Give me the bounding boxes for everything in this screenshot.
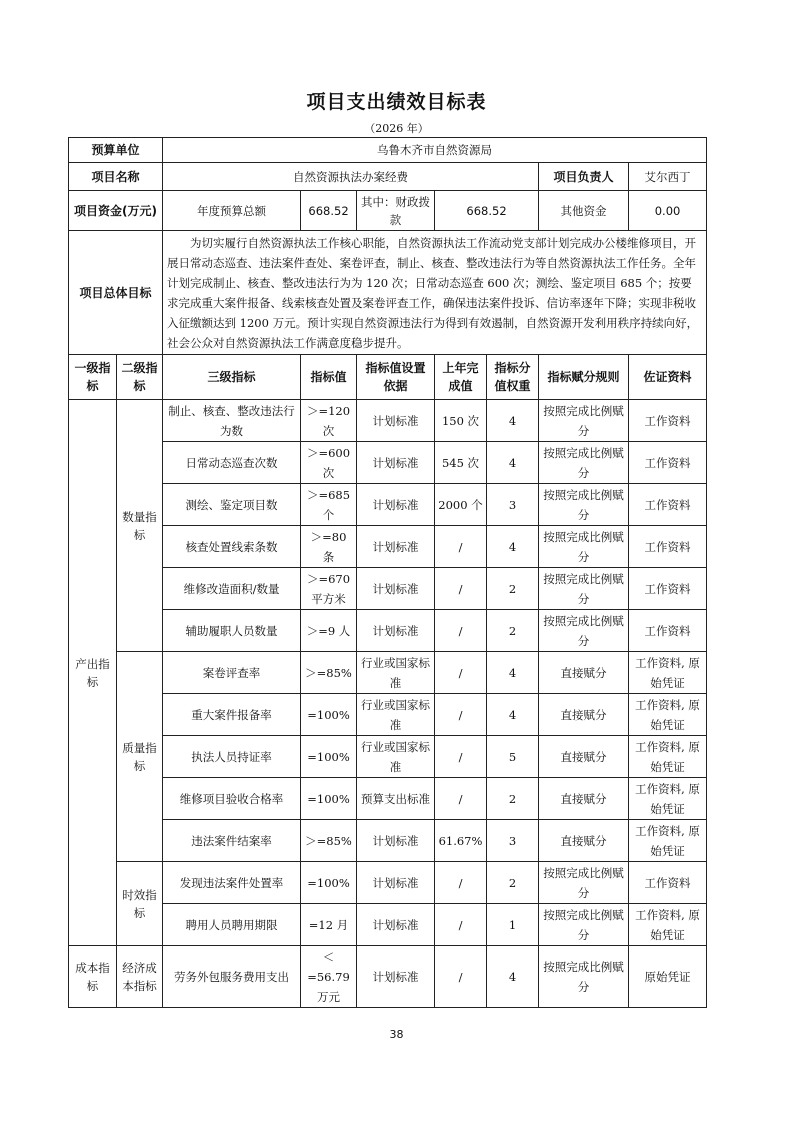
indicator-evidence: 工作资料, 原始凭证 xyxy=(629,820,707,862)
col-header-evidence: 佐证资料 xyxy=(629,355,707,400)
table-row xyxy=(69,694,707,736)
table-row xyxy=(69,736,707,778)
indicator-last-year: / xyxy=(435,652,487,694)
indicator-name: 辅助履职人员数量 xyxy=(163,610,301,652)
indicator-value: ＞=600 次 xyxy=(301,442,357,484)
indicator-weight: 4 xyxy=(487,652,539,694)
indicator-weight: 2 xyxy=(487,862,539,904)
indicator-basis: 计划标准 xyxy=(357,610,435,652)
page-number: 38 xyxy=(389,1028,404,1041)
indicator-basis: 行业或国家标准 xyxy=(357,652,435,694)
indicator-last-year: / xyxy=(435,568,487,610)
indicator-evidence: 工作资料, 原始凭证 xyxy=(629,652,707,694)
indicator-name: 重大案件报备率 xyxy=(163,694,301,736)
col-header-rule: 指标赋分规则 xyxy=(539,355,629,400)
indicator-value: ＞=80 条 xyxy=(301,526,357,568)
indicator-basis: 计划标准 xyxy=(357,442,435,484)
indicator-name: 测绘、鉴定项目数 xyxy=(163,484,301,526)
indicator-name: 日常动态巡查次数 xyxy=(163,442,301,484)
unit-value: 乌鲁木齐市自然资源局 xyxy=(163,138,707,163)
indicator-name: 执法人员持证率 xyxy=(163,736,301,778)
annual-budget-label: 年度预算总额 xyxy=(163,191,301,231)
indicator-value: =100% xyxy=(301,694,357,736)
table-row xyxy=(69,442,707,484)
indicator-weight: 4 xyxy=(487,946,539,1008)
other-funding-label: 其他资金 xyxy=(539,191,629,231)
project-name-value: 自然资源执法办案经费 xyxy=(163,163,539,191)
indicator-value: ＞=670 平方米 xyxy=(301,568,357,610)
annual-budget-value: 668.52 xyxy=(301,191,357,231)
indicator-evidence: 工作资料 xyxy=(629,568,707,610)
indicator-rule: 直接赋分 xyxy=(539,736,629,778)
indicator-rule: 按照完成比例赋分 xyxy=(539,484,629,526)
indicator-value: ＞=85% xyxy=(301,820,357,862)
indicator-name: 制止、核查、整改违法行为数 xyxy=(163,400,301,442)
indicator-rule: 按照完成比例赋分 xyxy=(539,862,629,904)
indicator-rule: 直接赋分 xyxy=(539,820,629,862)
indicator-basis: 计划标准 xyxy=(357,946,435,1008)
col-header-level3: 三级指标 xyxy=(163,355,301,400)
fiscal-funding-label: 其中：财政拨款 xyxy=(357,191,435,231)
indicator-evidence: 工作资料 xyxy=(629,442,707,484)
indicator-basis: 行业或国家标准 xyxy=(357,694,435,736)
table-row xyxy=(69,904,707,946)
col-header-level2: 二级指标 xyxy=(117,355,163,400)
indicator-value: =100% xyxy=(301,736,357,778)
indicator-basis: 计划标准 xyxy=(357,400,435,442)
indicator-weight: 2 xyxy=(487,610,539,652)
indicator-weight: 3 xyxy=(487,820,539,862)
indicator-name: 劳务外包服务费用支出 xyxy=(163,946,301,1008)
indicator-rule: 按照完成比例赋分 xyxy=(539,526,629,568)
indicator-basis: 预算支出标准 xyxy=(357,778,435,820)
indicator-weight: 2 xyxy=(487,568,539,610)
indicator-value: =100% xyxy=(301,862,357,904)
indicator-evidence: 工作资料, 原始凭证 xyxy=(629,904,707,946)
indicator-rule: 按照完成比例赋分 xyxy=(539,610,629,652)
indicator-weight: 3 xyxy=(487,484,539,526)
indicator-evidence: 工作资料, 原始凭证 xyxy=(629,694,707,736)
indicator-value: ＞=685 个 xyxy=(301,484,357,526)
indicator-evidence: 工作资料 xyxy=(629,400,707,442)
indicator-rule: 直接赋分 xyxy=(539,652,629,694)
indicator-value: ＞=120 次 xyxy=(301,400,357,442)
indicator-basis: 计划标准 xyxy=(357,862,435,904)
table-row xyxy=(69,862,707,904)
other-funding-value: 0.00 xyxy=(629,191,707,231)
indicator-value: ＜=56.79 万元 xyxy=(301,946,357,1008)
table-row xyxy=(69,610,707,652)
table-row xyxy=(69,652,707,694)
fiscal-funding-value: 668.52 xyxy=(435,191,539,231)
indicator-last-year: / xyxy=(435,904,487,946)
indicator-value: =12 月 xyxy=(301,904,357,946)
indicator-evidence: 工作资料, 原始凭证 xyxy=(629,736,707,778)
group-economic-cost: 经济成本指标 xyxy=(117,946,163,1008)
unit-label: 预算单位 xyxy=(69,138,163,163)
indicator-last-year: 545 次 xyxy=(435,442,487,484)
indicator-weight: 5 xyxy=(487,736,539,778)
indicator-evidence: 原始凭证 xyxy=(629,946,707,1008)
project-name-label: 项目名称 xyxy=(69,163,163,191)
indicator-value: ＞=85% xyxy=(301,652,357,694)
project-owner-label: 项目负责人 xyxy=(539,163,629,191)
indicator-name: 违法案件结案率 xyxy=(163,820,301,862)
col-header-weight: 指标分值权重 xyxy=(487,355,539,400)
year-label: （2026 年） xyxy=(364,122,429,135)
indicator-basis: 计划标准 xyxy=(357,820,435,862)
group-quality: 质量指标 xyxy=(117,652,163,862)
col-header-basis: 指标值设置依据 xyxy=(357,355,435,400)
indicator-name: 维修项目验收合格率 xyxy=(163,778,301,820)
col-header-last-year: 上年完成值 xyxy=(435,355,487,400)
indicator-rule: 按照完成比例赋分 xyxy=(539,904,629,946)
indicator-rule: 直接赋分 xyxy=(539,694,629,736)
indicator-evidence: 工作资料 xyxy=(629,610,707,652)
indicator-rule: 按照完成比例赋分 xyxy=(539,400,629,442)
indicator-weight: 4 xyxy=(487,694,539,736)
objective-text: 为切实履行自然资源执法工作核心职能，自然资源执法工作流动党支部计划完成办公楼维修项目，开展日常动态巡查、违法案件查处、案卷评查，制止、核查、整改违法行为等自然资源执法工作任务。全年计划完成制止、核查、整改违法行为为 120 次；日常动态巡查 600 次；测绘、鉴定项目 685 个；按要求完成重大案件报备、线索核查处置及案卷评查工作，确保违法案件投诉、信访率逐年下降；实现非税收入征缴额达到 1200 万元。预计实现自然资源违法行为得到有效遏制，自然资源开发利用秩序持续向好，社会公众对自然资源执法工作满意度稳步提升。 xyxy=(163,231,707,355)
indicator-evidence: 工作资料 xyxy=(629,484,707,526)
table-row xyxy=(69,526,707,568)
table-row xyxy=(69,946,707,1008)
indicator-name: 聘用人员聘用期限 xyxy=(163,904,301,946)
indicator-weight: 2 xyxy=(487,778,539,820)
indicator-evidence: 工作资料 xyxy=(629,862,707,904)
indicator-name: 核查处置线索条数 xyxy=(163,526,301,568)
table-row xyxy=(69,568,707,610)
table-row xyxy=(69,778,707,820)
indicator-name: 发现违法案件处置率 xyxy=(163,862,301,904)
indicator-weight: 1 xyxy=(487,904,539,946)
indicator-last-year: / xyxy=(435,778,487,820)
indicator-rule: 按照完成比例赋分 xyxy=(539,442,629,484)
indicator-value: ＞=9 人 xyxy=(301,610,357,652)
indicator-last-year: / xyxy=(435,946,487,1008)
indicator-last-year: / xyxy=(435,694,487,736)
indicator-rule: 按照完成比例赋分 xyxy=(539,946,629,1008)
indicator-last-year: 2000 个 xyxy=(435,484,487,526)
indicator-name: 维修改造面积/数量 xyxy=(163,568,301,610)
indicator-last-year: / xyxy=(435,736,487,778)
indicator-last-year: 61.67% xyxy=(435,820,487,862)
group-quantity: 数量指标 xyxy=(117,400,163,652)
indicator-last-year: / xyxy=(435,610,487,652)
table-row xyxy=(69,484,707,526)
indicator-basis: 行业或国家标准 xyxy=(357,736,435,778)
indicator-basis: 计划标准 xyxy=(357,568,435,610)
indicator-last-year: / xyxy=(435,526,487,568)
indicator-rule: 按照完成比例赋分 xyxy=(539,568,629,610)
indicator-weight: 4 xyxy=(487,400,539,442)
page-title: 项目支出绩效目标表 xyxy=(306,91,487,113)
objective-label: 项目总体目标 xyxy=(69,231,163,355)
indicator-value: =100% xyxy=(301,778,357,820)
indicator-rule: 直接赋分 xyxy=(539,778,629,820)
indicator-weight: 4 xyxy=(487,442,539,484)
indicator-weight: 4 xyxy=(487,526,539,568)
indicator-evidence: 工作资料 xyxy=(629,526,707,568)
group-cost: 成本指标 xyxy=(69,946,117,1008)
indicator-basis: 计划标准 xyxy=(357,904,435,946)
fund-label: 项目资金(万元) xyxy=(69,191,163,231)
indicator-last-year: / xyxy=(435,862,487,904)
col-header-value: 指标值 xyxy=(301,355,357,400)
project-owner-value: 艾尔西丁 xyxy=(629,163,707,191)
indicator-last-year: 150 次 xyxy=(435,400,487,442)
performance-table xyxy=(68,137,707,1008)
col-header-level1: 一级指标 xyxy=(69,355,117,400)
indicator-name: 案卷评查率 xyxy=(163,652,301,694)
indicator-basis: 计划标准 xyxy=(357,484,435,526)
table-row xyxy=(69,400,707,442)
indicator-basis: 计划标准 xyxy=(357,526,435,568)
group-output: 产出指标 xyxy=(69,400,117,946)
table-row xyxy=(69,820,707,862)
indicator-evidence: 工作资料, 原始凭证 xyxy=(629,778,707,820)
group-timeliness: 时效指标 xyxy=(117,862,163,946)
